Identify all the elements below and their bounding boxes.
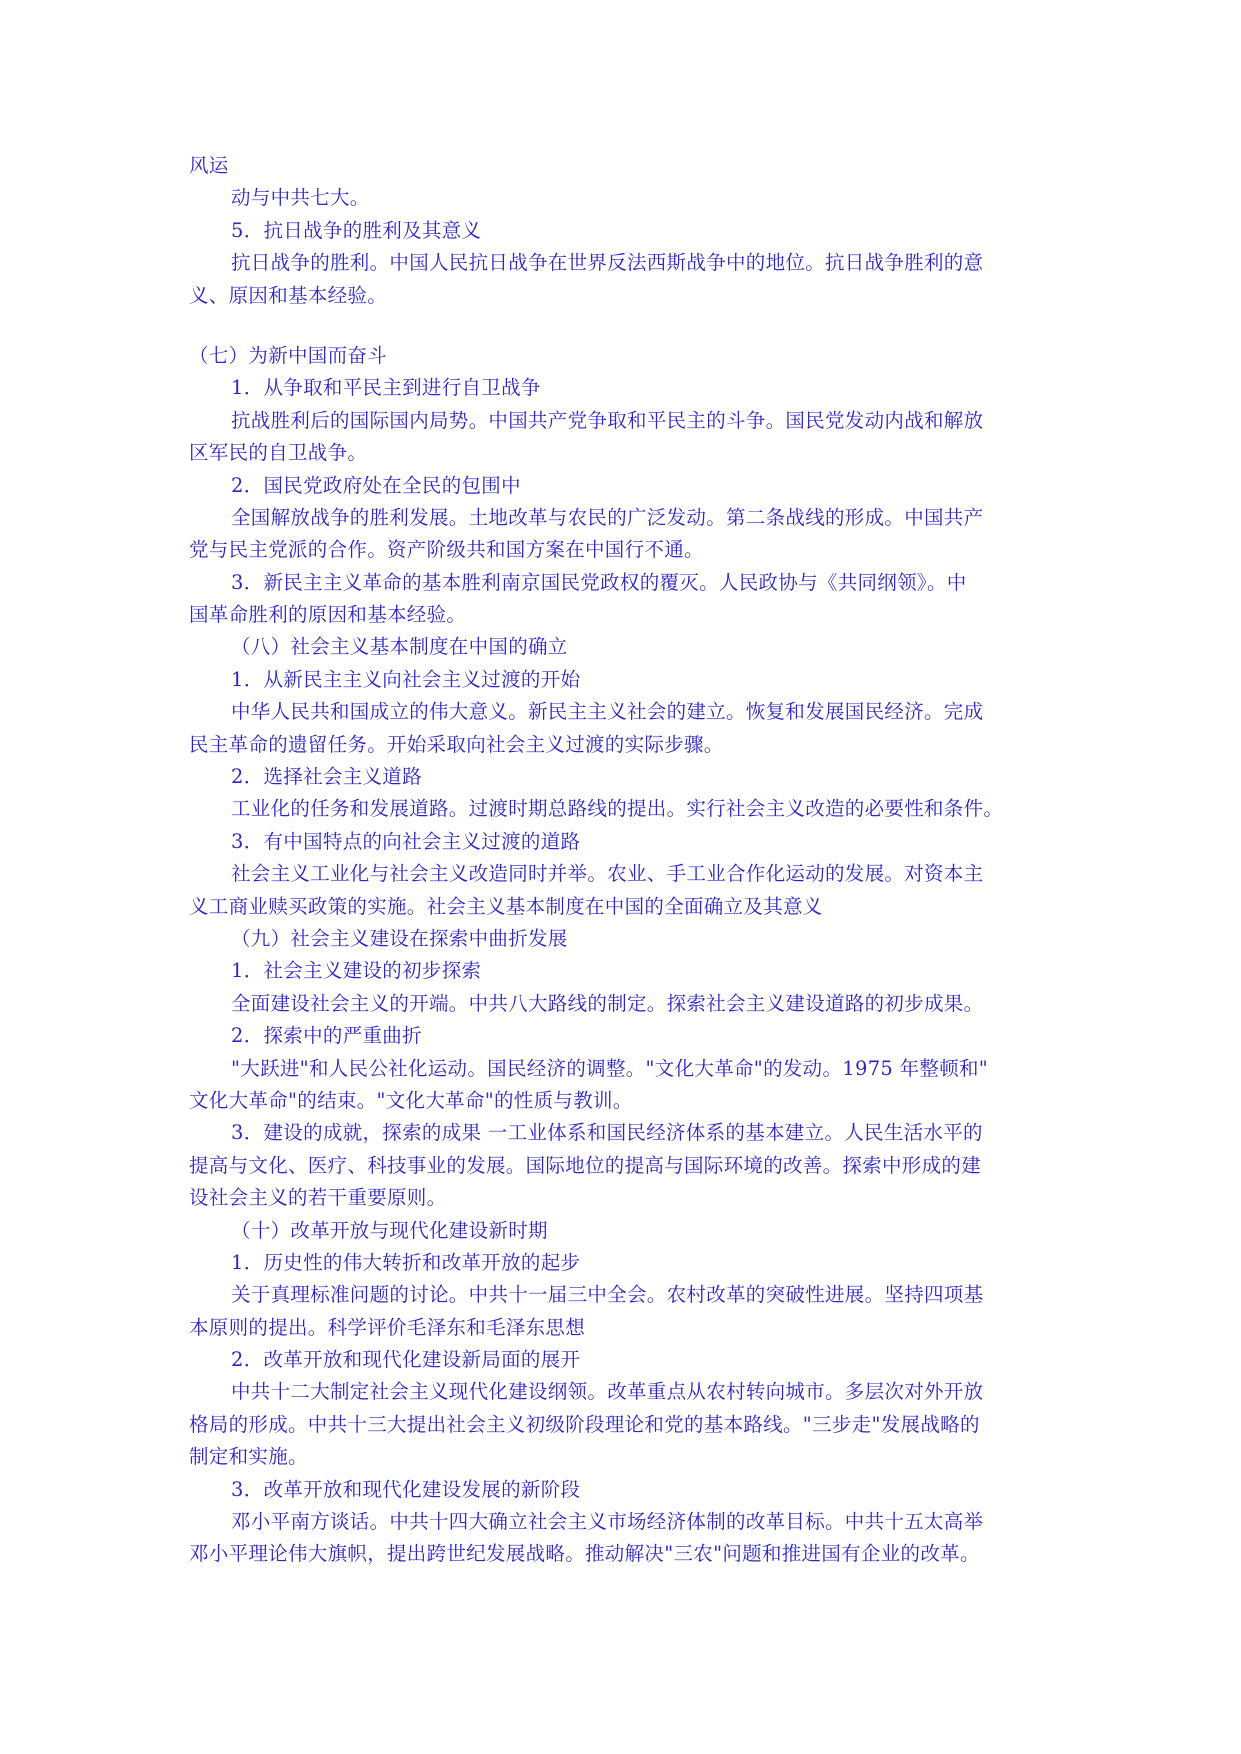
section-heading: （八）社会主义基本制度在中国的确立	[231, 635, 568, 659]
paragraph-line: 抗战胜利后的国际国内局势。中国共产党争取和平民主的斗争。国民党发动内战和解放	[231, 408, 984, 432]
subsection-heading: 2．国民党政府处在全民的包围中	[231, 473, 521, 497]
paragraph-line: 义、原因和基本经验。	[189, 283, 388, 307]
subsection-heading: 1．从新民主主义向社会主义过渡的开始	[231, 667, 581, 691]
paragraph-line: 设社会主义的若干重要原则。	[189, 1186, 447, 1210]
subsection-heading: 3．有中国特点的向社会主义过渡的道路	[231, 829, 581, 853]
paragraph-line: 关于真理标准问题的讨论。中共十一届三中全会。农村改革的突破性进展。坚持四项基	[231, 1283, 984, 1307]
paragraph-line: 提高与文化、医疗、科技事业的发展。国际地位的提高与国际环境的改善。探索中形成的建	[189, 1153, 982, 1177]
paragraph-line: 全面建设社会主义的开端。中共八大路线的制定。探索社会主义建设道路的初步成果。	[231, 991, 984, 1015]
paragraph-line: 党与民主党派的合作。资产阶级共和国方案在中国行不通。	[189, 538, 704, 562]
subsection-heading: 3．改革开放和现代化建设发展的新阶段	[231, 1477, 581, 1501]
paragraph-line: 民主革命的遗留任务。开始采取向社会主义过渡的实际步骤。	[189, 732, 724, 756]
blank-line	[189, 312, 1059, 340]
section-heading: （七）为新中国而奋斗	[189, 343, 388, 367]
paragraph-line: 邓小平南方谈话。中共十四大确立社会主义市场经济体制的改革目标。中共十五太高举	[231, 1510, 984, 1534]
section-heading: （九）社会主义建设在探索中曲折发展	[231, 926, 568, 950]
paragraph-line: 抗日战争的胜利。中国人民抗日战争在世界反法西斯战争中的地位。抗日战争胜利的意	[231, 251, 984, 275]
paragraph-line: 国革命胜利的原因和基本经验。	[189, 603, 467, 627]
paragraph-line: 社会主义工业化与社会主义改造同时并举。农业、手工业合作化运动的发展。对资本主	[231, 862, 984, 886]
document-body	[189, 150, 1059, 1571]
subsection-heading: 2．改革开放和现代化建设新局面的展开	[231, 1348, 581, 1372]
paragraph-line: "大跃进"和人民公社化运动。国民经济的调整。"文化大革命"的发动。1975 年整顿和"	[231, 1056, 989, 1080]
subsection-heading: 1．历史性的伟大转折和改革开放的起步	[231, 1250, 581, 1274]
text-line: 动与中共七大。	[231, 186, 370, 210]
text-line: 风运	[189, 154, 229, 177]
subsection-heading: 1．社会主义建设的初步探索	[231, 959, 482, 983]
section-heading: （十）改革开放与现代化建设新时期	[231, 1218, 548, 1242]
paragraph-line: 义工商业赎买政策的实施。社会主义基本制度在中国的全面确立及其意义	[189, 894, 823, 918]
subsection-heading: 2．选择社会主义道路	[231, 765, 422, 789]
paragraph-line: 中共十二大制定社会主义现代化建设纲领。改革重点从农村转向城市。多层次对外开放	[231, 1380, 984, 1404]
paragraph-line: 区军民的自卫战争。	[189, 441, 368, 465]
paragraph-line: 制定和实施。	[189, 1445, 308, 1469]
paragraph-line: 中华人民共和国成立的伟大意义。新民主主义社会的建立。恢复和发展国民经济。完成	[231, 700, 984, 724]
paragraph-line: 全国解放战争的胜利发展。土地改革与农民的广泛发动。第二条战线的形成。中国共产	[231, 505, 984, 529]
paragraph-line: 工业化的任务和发展道路。过渡时期总路线的提出。实行社会主义改造的必要性和条件。	[231, 797, 1004, 821]
paragraph-line: 邓小平理论伟大旗帜，提出跨世纪发展战略。推动解决"三农"问题和推进国有企业的改革。	[189, 1542, 980, 1566]
paragraph-line: 本原则的提出。科学评价毛泽东和毛泽东思想	[189, 1315, 586, 1339]
subsection-heading: 3．建设的成就，探索的成果 一工业体系和国民经济体系的基本建立。人民生活水平的	[231, 1121, 983, 1145]
subsection-heading: 5．抗日战争的胜利及其意义	[231, 218, 482, 242]
subsection-heading: 3．新民主主义革命的基本胜利南京国民党政权的覆灭。人民政协与《共同纲领》。中	[231, 570, 967, 594]
paragraph-line: 格局的形成。中共十三大提出社会主义初级阶段理论和党的基本路线。"三步走"发展战略的	[189, 1412, 980, 1436]
subsection-heading: 1．从争取和平民主到进行自卫战争	[231, 376, 541, 400]
subsection-heading: 2．探索中的严重曲折	[231, 1024, 422, 1048]
paragraph-line: 文化大革命"的结束。"文化大革命"的性质与教训。	[189, 1088, 633, 1112]
